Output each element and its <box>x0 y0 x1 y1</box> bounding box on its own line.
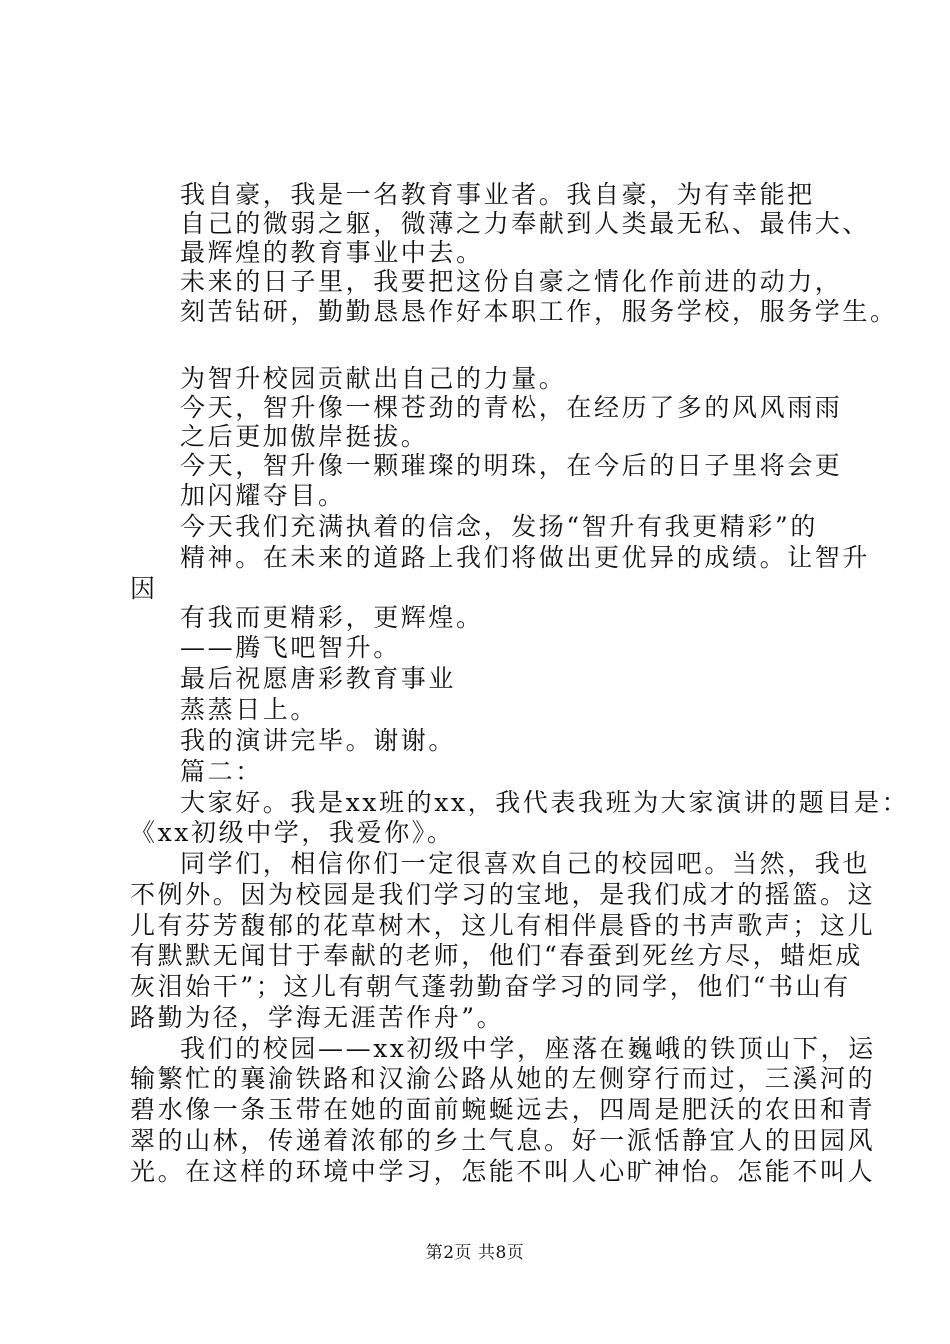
text-line: 不例外。因为校园是我们学习的宝地，是我们成才的摇篮。这 <box>130 880 876 909</box>
text-line: 加闪耀夺目。 <box>180 481 346 510</box>
text-line: 因 <box>130 574 158 603</box>
text-line: 碧水像一条玉带在她的面前蜿蜒远去，四周是肥沃的农田和青 <box>130 1095 876 1124</box>
text-line: 我们的校园——xx初级中学，座落在巍峨的铁顶山下，运 <box>180 1034 876 1063</box>
text-line: 同学们，相信你们一定很喜欢自己的校园吧。当然，我也 <box>180 849 871 878</box>
text-line: 路勤为径，学海无涯苦作舟”。 <box>130 1003 505 1032</box>
text-line: 最后祝愿唐彩教育事业 <box>180 664 457 693</box>
text-line: 翠的山林，传递着浓郁的乡土气息。好一派恬静宜人的田园风 <box>130 1126 876 1155</box>
text-line: 我的演讲完毕。谢谢。 <box>180 726 457 755</box>
text-line: 最辉煌的教育事业中去。 <box>180 238 484 267</box>
text-line: 未来的日子里，我要把这份自豪之情化作前进的动力， <box>180 267 843 296</box>
text-line: 输繁忙的襄渝铁路和汉渝公路从她的左侧穿行而过，三溪河的 <box>130 1064 876 1093</box>
text-line: 光。在这样的环境中学习，怎能不叫人心旷神怡。怎能不叫人 <box>130 1157 876 1186</box>
page-indicator: 第2页 共8页 <box>425 1243 525 1263</box>
text-line: 灰泪始干”；这儿有朝气蓬勃勤奋学习的同学，他们“书山有 <box>130 972 851 1001</box>
text-line: 儿有芬芳馥郁的花草树木，这儿有相伴晨昏的书声歌声；这儿 <box>130 911 876 940</box>
text-line: 自己的微弱之躯，微薄之力奉献到人类最无私、最伟大、 <box>180 209 871 238</box>
text-line: 蒸蒸日上。 <box>180 695 319 724</box>
text-line: 为智升校园贡献出自己的力量。 <box>180 364 567 393</box>
text-line: ——腾飞吧智升。 <box>180 633 401 662</box>
text-line: 大家好。我是xx班的xx，我代表我班为大家演讲的题目是： <box>180 788 910 817</box>
text-line: 精神。在未来的道路上我们将做出更优异的成绩。让智升 <box>180 543 871 572</box>
text-line: 《xx初级中学，我爱你》。 <box>130 818 455 847</box>
text-line: 我自豪，我是一名教育事业者。我自豪，为有幸能把 <box>180 180 815 209</box>
section-heading: 篇二： <box>180 757 263 786</box>
text-line: 有我而更精彩，更辉煌。 <box>180 603 484 632</box>
text-line: 今天，智升像一颗璀璨的明珠，在今后的日子里将会更 <box>180 451 843 480</box>
text-line: 今天，智升像一棵苍劲的青松，在经历了多的风风雨雨 <box>180 393 843 422</box>
text-line: 刻苦钻研，勤勤恳恳作好本职工作，服务学校，服务学生。 <box>180 297 898 326</box>
text-line: 之后更加傲岸挺拔。 <box>180 422 429 451</box>
text-line: 今天我们充满执着的信念，发扬“智升有我更精彩”的 <box>180 512 818 541</box>
text-line: 有默默无闻甘于奉献的老师，他们“春蚕到死丝方尽，蜡炬成 <box>130 941 863 970</box>
